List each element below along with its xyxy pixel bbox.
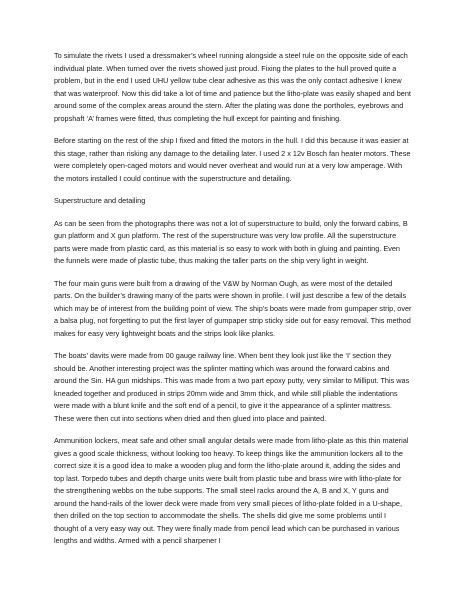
paragraph-ammunition-lockers: Ammunition lockers, meat safe and other small angular details were made from litho-plate as this thin material gives a good scale thickness, without looking too heavy. To keep things like the ammunition lockers all to the correct size it is a good idea to make a wooden plug and form the litho-plate around it, adding the sides and top last. Torpedo tubes and depth charge units were built from plastic tube and brass wire with litho-plate for the strengthening webbs on the tube supports. The small steel racks around the A, B and X, Y guns and around the hand-rails of the lower deck were made from very small pieces of litho-plate folded in a U-shape, then drilled on the top section to accommodate the shells. The shells did give me some problems until I thought of a very easy way out. They were finally made from pencil lead which can be purchased in various lengths and widths. Armed with a pencil sharpener I <box>54 436 409 545</box>
document-page <box>54 50 412 558</box>
paragraph-motors: Before starting on the rest of the ship I fixed and fitted the motors in the hull. I did this because it was easier at this stage, rather than risking any damage to the detailing later. I used 2 x 12v Bosch fan heater motors. These were completely open-caged motors and would never overheat and would run at a very low amperage. With the motors installed I could continue with the superstructure and detailing. <box>54 136 411 183</box>
paragraph-rivets: To simulate the rivets I used a dressmaker’s wheel running alongside a steel rule on the opposite side of each individual plate. When turned over the rivets showed just proud. Fixing the plates to the hull proved quite a problem, but in the end I used UHU yellow tube clear adhesive as this was the only contact adhesive I knew that was waterproof. Now this did take a lot of time and patience but the litho-plate was easily shaped and bent around some of the complex areas around the stern. After the plating was done the portholes, eyebrows and propshaft ‘A’ frames were fitted, thus completing the hull except for painting and finishing. <box>54 51 411 123</box>
paragraph-davits: The boats’ davits were made from 00 gauge railway line. When bent they look just like the ‘I’ section they should be. Another interesting project was the splinter matting which was around the forward cabins and around the Sin. HA gun midships. This was made from a two part epoxy putty, very similar to Milliput. This was kneaded together and produced in strips 20mm wide and 3mm thick, and while still pliable the indentations were made with a blunt knife and the soft end of a pencil, to give it the appearance of a splinter mattress. These were then cut into sections when dried and then glued into place and painted. <box>54 351 410 423</box>
paragraph-main-guns: The four main guns were built from a drawing of the V&W by Norman Ough, as were most of the detailed parts. On the builder’s drawing many of the parts were shown in profile. I will just describe a few of the details which may be of interest from the building point of view. The ship’s boats were made from gumpaper strip, over a balsa plug, not forgetting to put the first layer of gumpaper strip sticky side out for easy removal. This method makes for easy very lightweight boats and the strips look like planks. <box>54 278 412 338</box>
section-heading: Superstructure and detailing <box>54 196 146 205</box>
paragraph-superstructure: As can be seen from the photographs there was not a lot of superstructure to build, only the forward cabins, B gun platform and X gun platform. The rest of the superstructure was very low profile. All the superstructure parts were made from plastic card, as this material is so easy to work with both in gluing and painting. Even the funnels were made of plastic tube, thus making the taller parts on the ship very light in weight. <box>54 218 408 265</box>
